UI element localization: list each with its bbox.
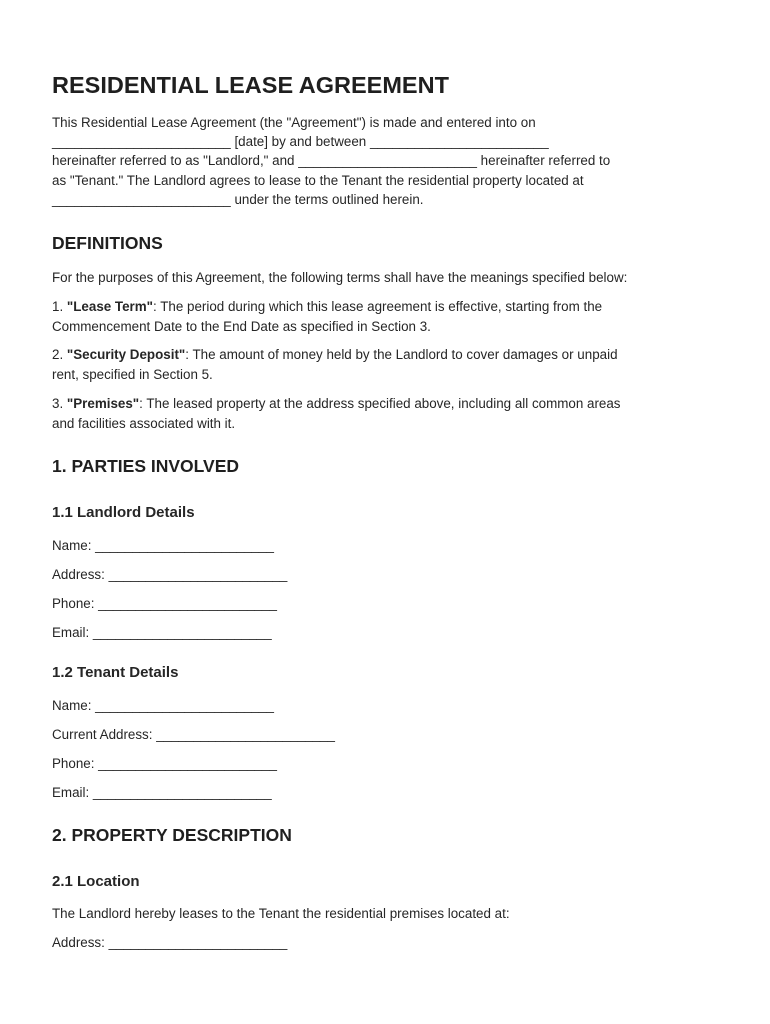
- subsection-heading-location: 2.1 Location: [52, 873, 140, 890]
- section-heading-property: 2. PROPERTY DESCRIPTION: [52, 825, 292, 845]
- definition-item: [52, 297, 602, 317]
- tenant-email-field: Email: ________________________: [52, 785, 272, 800]
- section-heading-parties: 1. PARTIES INVOLVED: [52, 456, 240, 476]
- definition-number: 2.: [52, 347, 67, 362]
- intro-line: ________________________ under the terms outlined herein.: [52, 192, 424, 207]
- tenant-address-field: Current Address: ________________________: [52, 727, 335, 742]
- location-address-field: Address: ________________________: [52, 935, 288, 950]
- definition-term: "Premises": [66, 396, 140, 411]
- landlord-address-field: Address: ________________________: [52, 567, 288, 582]
- tenant-name-field: Name: ________________________: [52, 698, 274, 713]
- intro-line: This Residential Lease Agreement (the "Agreement") is made and entered into on: [52, 115, 536, 130]
- intro-line: as "Tenant." The Landlord agrees to lease to the Tenant the residential property located at: [52, 173, 584, 188]
- subsection-heading-tenant: 1.2 Tenant Details: [52, 664, 179, 681]
- tenant-phone-field: Phone: ________________________: [52, 756, 277, 771]
- page-title: RESIDENTIAL LEASE AGREEMENT: [52, 72, 449, 98]
- definition-item: [52, 394, 621, 414]
- definition-text: : The amount of money held by the Landlord to cover damages or unpaid: [185, 347, 618, 362]
- definitions-lead: For the purposes of this Agreement, the following terms shall have the meanings specified below:: [52, 270, 628, 285]
- definition-number: 3.: [52, 396, 67, 411]
- subsection-heading-landlord: 1.1 Landlord Details: [52, 504, 195, 521]
- intro-line: ________________________ [date] by and between ________________________: [52, 134, 549, 149]
- definition-text: : The period during which this lease agreement is effective, starting from the: [153, 299, 603, 314]
- landlord-name-field: Name: ________________________: [52, 538, 274, 553]
- definition-text: and facilities associated with it.: [52, 416, 236, 431]
- location-text: The Landlord hereby leases to the Tenant the residential premises located at:: [52, 906, 510, 921]
- intro-line: hereinafter referred to as "Landlord," and ________________________ hereinafter referred to: [52, 153, 611, 168]
- definition-number: 1.: [52, 299, 67, 314]
- definition-item: [52, 345, 618, 365]
- definition-term: "Security Deposit": [66, 347, 186, 362]
- landlord-phone-field: Phone: ________________________: [52, 596, 277, 611]
- definition-text: rent, specified in Section 5.: [52, 367, 213, 382]
- landlord-email-field: Email: ________________________: [52, 625, 272, 640]
- definitions-heading: DEFINITIONS: [52, 233, 163, 253]
- definition-text: Commencement Date to the End Date as specified in Section 3.: [52, 319, 431, 334]
- definition-term: "Lease Term": [66, 299, 154, 314]
- definition-text: : The leased property at the address specified above, including all common areas: [139, 396, 621, 411]
